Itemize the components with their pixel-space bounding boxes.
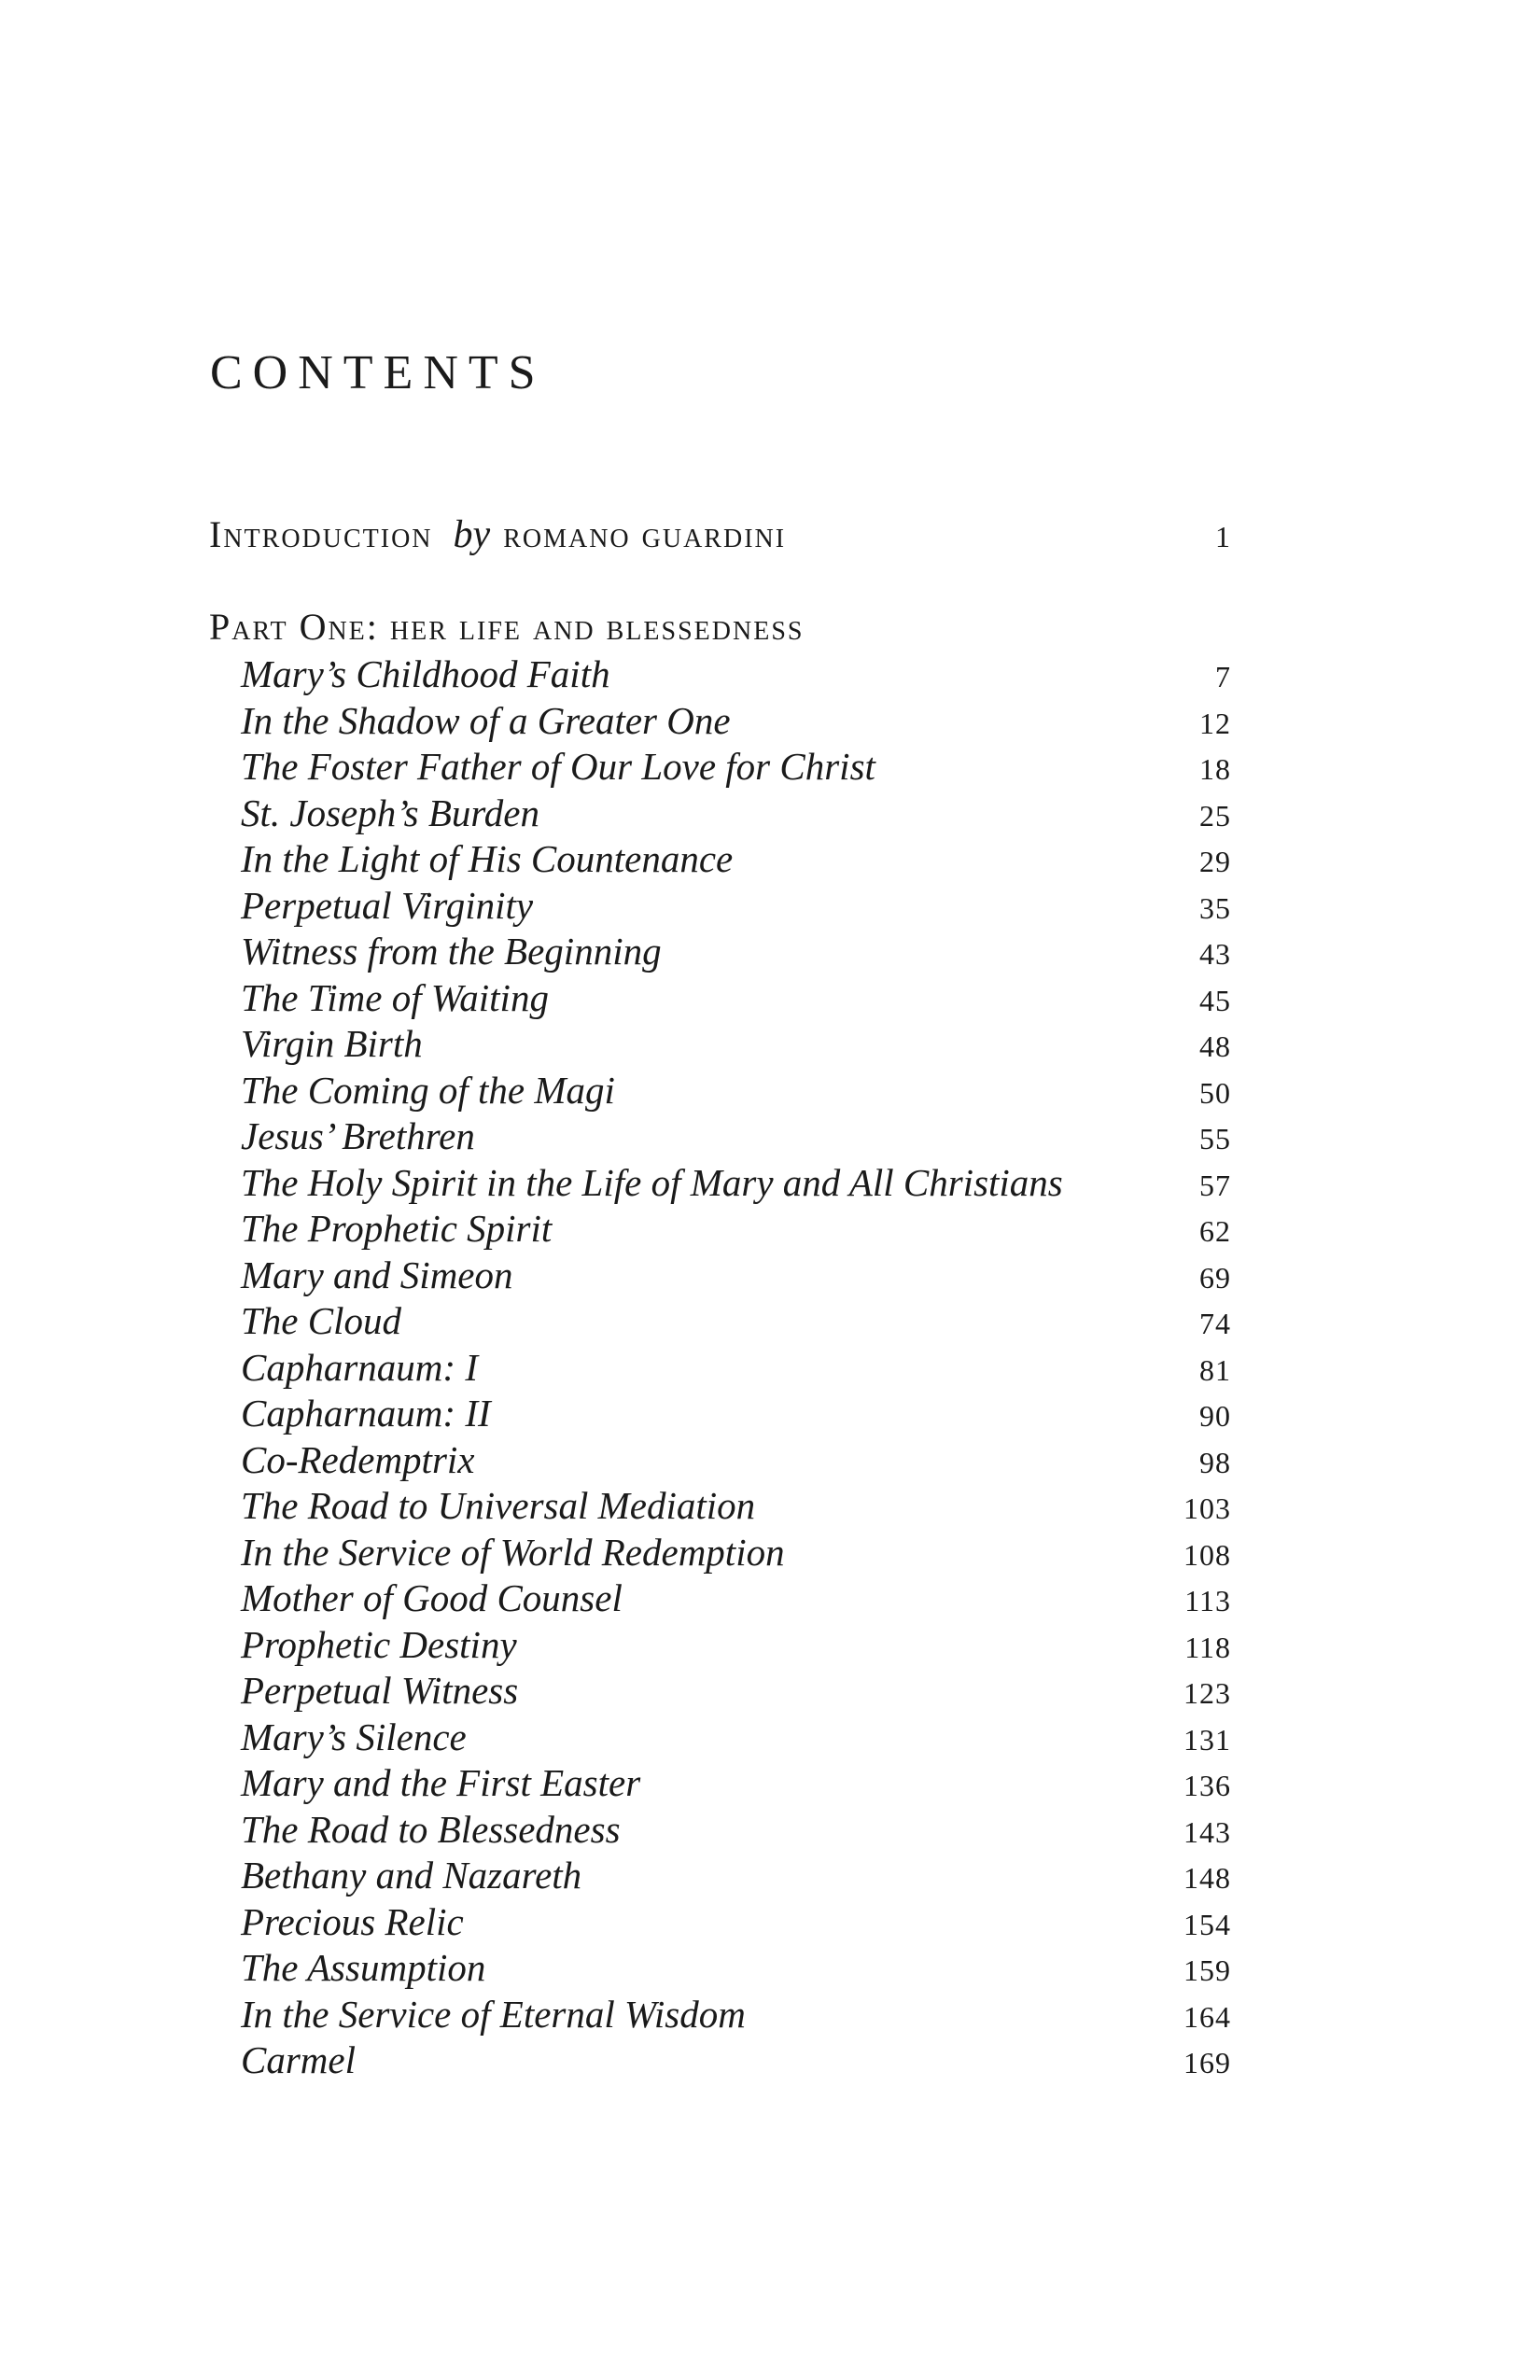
toc-entry [241, 1483, 1231, 1530]
toc-entry-title: Bethany and Nazareth [241, 1854, 582, 1897]
toc-entry-title: The Coming of the Magi [241, 1068, 615, 1112]
toc-entry-page-number: 143 [1183, 1814, 1231, 1849]
toc-entry-title: Mary’s Childhood Faith [241, 652, 610, 695]
toc-entry [241, 1298, 1231, 1345]
toc-entry-page-number: 131 [1183, 1722, 1231, 1757]
toc-entry-title: The Cloud [241, 1299, 401, 1342]
toc-entry [241, 698, 1231, 745]
toc-entry [241, 1807, 1231, 1854]
toc-entry-page-number: 43 [1199, 937, 1231, 971]
toc-entry-title: The Assumption [241, 1946, 486, 1989]
toc-entry [241, 744, 1231, 791]
toc-entry-page-number: 108 [1183, 1537, 1231, 1572]
toc-entry-page-number: 62 [1199, 1214, 1231, 1248]
toc-entry-page-number: 154 [1183, 1907, 1231, 1941]
toc-entry-page-number: 18 [1199, 752, 1231, 786]
toc-list [241, 651, 1231, 2084]
toc-entry-page-number: 118 [1184, 1630, 1231, 1664]
toc-entry-page-number: 57 [1199, 1168, 1231, 1202]
introduction-page-number: 1 [1215, 520, 1231, 553]
toc-entry-page-number: 7 [1215, 660, 1231, 693]
toc-entry-title: In the Service of Eternal Wisdom [241, 1992, 746, 2036]
toc-entry-page-number: 113 [1184, 1584, 1231, 1617]
toc-entry-page-number: 48 [1199, 1029, 1231, 1063]
toc-entry [241, 1206, 1231, 1253]
toc-entry-title: Jesus’ Brethren [241, 1114, 475, 1157]
toc-entry [241, 651, 1231, 698]
part-one-heading: Part One: her life and blessedness [209, 606, 805, 648]
toc-entry-page-number: 45 [1199, 983, 1231, 1017]
toc-entry-title: St. Joseph’s Burden [241, 791, 539, 834]
toc-entry [241, 1113, 1231, 1160]
toc-entry-page-number: 55 [1199, 1122, 1231, 1155]
toc-entry-page-number: 12 [1199, 706, 1231, 740]
toc-entry [241, 836, 1231, 883]
toc-entry [241, 1715, 1231, 1761]
toc-entry-page-number: 90 [1199, 1399, 1231, 1433]
toc-entry [241, 1021, 1231, 1068]
toc-entry [241, 1068, 1231, 1114]
toc-entry-page-number: 169 [1183, 2046, 1231, 2079]
toc-entry [241, 1530, 1231, 1576]
toc-entry [241, 1437, 1231, 1484]
toc-entry-page-number: 98 [1199, 1445, 1231, 1479]
toc-entry-title: Prophetic Destiny [241, 1622, 517, 1666]
toc-entry-title: Virgin Birth [241, 1022, 423, 1065]
toc-entry [241, 2037, 1231, 2084]
toc-entry [241, 1253, 1231, 1299]
toc-entry [241, 1391, 1231, 1437]
toc-entry-page-number: 35 [1199, 890, 1231, 925]
toc-entry-title: Co-Redemptrix [241, 1437, 475, 1481]
introduction-author: romano guardini [503, 513, 787, 555]
toc-entry [241, 1668, 1231, 1715]
toc-entry-title: The Road to Blessedness [241, 1807, 621, 1851]
toc-entry-title: Witness from the Beginning [241, 930, 662, 973]
toc-entry [241, 1945, 1231, 1992]
toc-entry [241, 1345, 1231, 1392]
toc-entry-page-number: 25 [1199, 798, 1231, 833]
toc-entry-title: Capharnaum: I [241, 1345, 478, 1389]
toc-entry [241, 883, 1231, 930]
toc-entry-page-number: 50 [1199, 1075, 1231, 1110]
toc-entry-page-number: 123 [1183, 1676, 1231, 1710]
toc-entry [241, 1622, 1231, 1669]
introduction-title: Introduction [209, 513, 433, 555]
toc-entry [241, 929, 1231, 975]
toc-entry-title: Capharnaum: II [241, 1392, 491, 1435]
toc-entry-title: The Time of Waiting [241, 975, 549, 1019]
toc-entry-page-number: 29 [1199, 845, 1231, 878]
toc-entry-title: The Foster Father of Our Love for Christ [241, 745, 875, 788]
toc-entry-title: Mary’s Silence [241, 1715, 467, 1758]
toc-entry [241, 1853, 1231, 1899]
toc-entry-title: Carmel [241, 2038, 356, 2081]
toc-entry-title: Perpetual Witness [241, 1669, 519, 1712]
page-title: contents [210, 328, 546, 404]
toc-entry-introduction [209, 512, 1231, 557]
toc-entry [241, 1160, 1231, 1207]
toc-entry-page-number: 136 [1183, 1769, 1231, 1802]
toc-entry-title: Perpetual Virginity [241, 883, 534, 927]
toc-entry [241, 791, 1231, 837]
toc-entry [241, 1575, 1231, 1622]
toc-entry-title: The Prophetic Spirit [241, 1207, 553, 1250]
toc-entry-page-number: 69 [1199, 1260, 1231, 1295]
toc-entry [241, 1899, 1231, 1946]
toc-entry-title: In the Service of World Redemption [241, 1530, 785, 1574]
introduction-by: by [453, 513, 491, 556]
toc-entry-title: Mother of Good Counsel [241, 1576, 623, 1619]
toc-entry [241, 1992, 1231, 2038]
toc-entry-title: Mary and the First Easter [241, 1761, 641, 1804]
toc-entry-page-number: 164 [1183, 1999, 1231, 2034]
toc-entry [241, 975, 1231, 1022]
toc-entry-title: In the Shadow of a Greater One [241, 698, 731, 742]
toc-entry-title: Mary and Simeon [241, 1253, 513, 1296]
toc-entry-title: The Road to Universal Mediation [241, 1484, 756, 1527]
toc-entry-page-number: 103 [1183, 1491, 1231, 1525]
toc-entry-title: In the Light of His Countenance [241, 837, 734, 880]
toc-entry [241, 1760, 1231, 1807]
toc-entry-page-number: 74 [1199, 1307, 1231, 1340]
toc-entry-title: Precious Relic [241, 1899, 464, 1943]
toc-entry-title: The Holy Spirit in the Life of Mary and All Christians [241, 1160, 1063, 1204]
toc-entry-page-number: 148 [1183, 1861, 1231, 1895]
toc-entry-page-number: 159 [1183, 1953, 1231, 1987]
toc-entry-page-number: 81 [1199, 1352, 1231, 1387]
